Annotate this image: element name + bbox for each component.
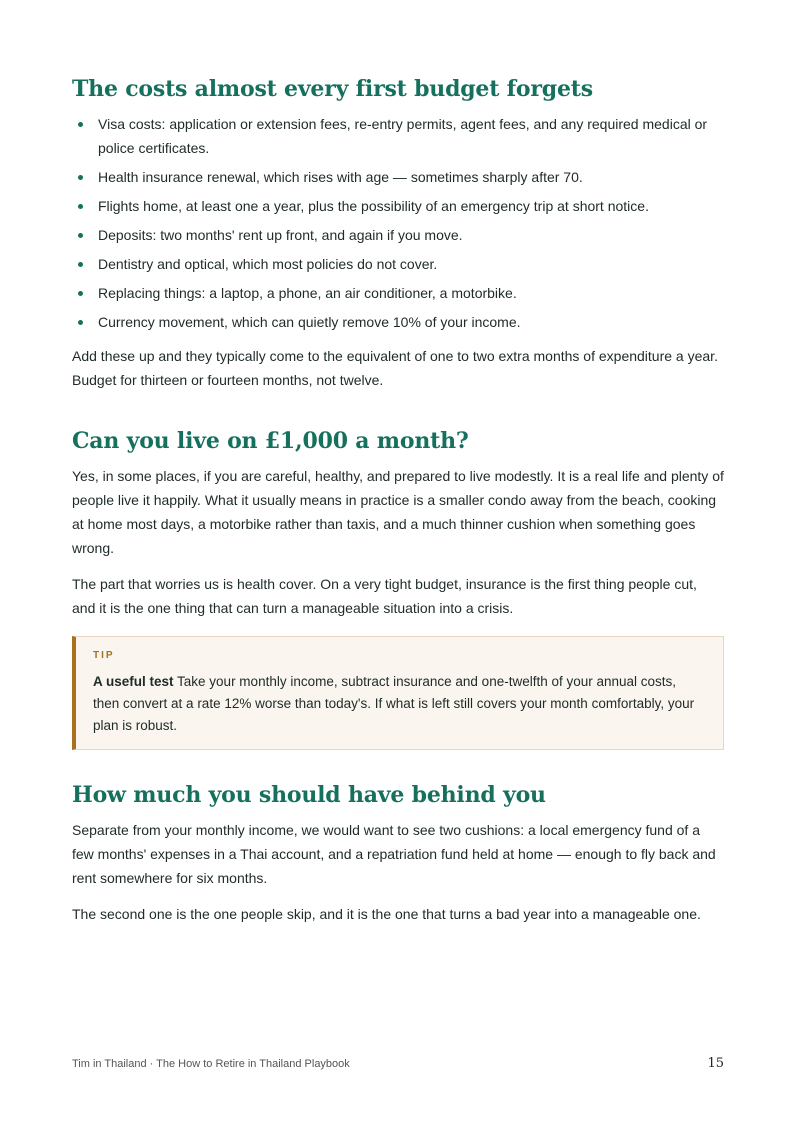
body-paragraph: The part that worries us is health cover. On a very tight budget, insurance is the first thing people cut, and it is the one thing that can turn a manageable situation into a crisis. [72,576,697,616]
bullet-icon [78,122,83,127]
section-savings-cushions [72,780,724,926]
list-item: Currency movement, which can quietly remove 10% of your income. [72,310,724,334]
list-item: Visa costs: application or extension fees, re-entry permits, agent fees, and any required medical or police certificates. [72,112,724,160]
footer-title: Tim in Thailand · The How to Retire in Thailand Playbook [72,1057,350,1070]
page-footer [72,1056,724,1071]
body-paragraph: Separate from your monthly income, we would want to see two cushions: a local emergency fund of a few months' expenses in a Thai account, and a repatriation fund held at home — enough to fly back and rent somewhere for six months. [72,822,716,886]
list-item: Deposits: two months' rent up front, and again if you move. [72,223,724,247]
page-number: 15 [707,1056,724,1071]
body-paragraph: Yes, in some places, if you are careful, healthy, and prepared to live modestly. It is a real life and plenty of people live it happily. What it usually means in practice is a smaller condo away from the beach, cooking at home most days, a motorbike rather than taxis, and a much thinner cushion when something goes wrong. [72,468,724,556]
tip-text: Take your monthly income, subtract insurance and one-twelfth of your annual costs, then convert at a rate 12% worse than today's. If what is left still covers your month comfortably, your plan is robust. [93,674,695,733]
tip-body [93,671,705,737]
bullet-icon [78,204,83,209]
list-item: Dentistry and optical, which most policies do not cover. [72,252,724,276]
body-paragraph: The second one is the one people skip, and it is the one that turns a bad year into a manageable one. [72,906,701,922]
section-live-on-1000 [72,426,724,750]
bullet-icon [78,175,83,180]
list-item: Replacing things: a laptop, a phone, an air conditioner, a motorbike. [72,281,724,305]
list-item: Health insurance renewal, which rises with age — sometimes sharply after 70. [72,165,724,189]
bullet-icon [78,233,83,238]
section-heading: The costs almost every first budget forgets [72,76,593,102]
tip-label: TIP [93,650,115,661]
page-content [72,74,724,938]
bullet-icon [78,262,83,267]
tip-callout [72,636,724,750]
tip-title: A useful test [93,674,174,689]
list-item: Flights home, at least one a year, plus the possibility of an emergency trip at short notice. [72,194,724,218]
bullet-icon [78,291,83,296]
section-heading: How much you should have behind you [72,782,546,808]
bullet-icon [78,320,83,325]
body-paragraph: Add these up and they typically come to the equivalent of one to two extra months of expenditure a year. Budget for thirteen or fourteen months, not twelve. [72,348,718,388]
section-heading: Can you live on £1,000 a month? [72,428,469,454]
cost-list [72,112,724,334]
section-forgotten-costs [72,74,724,392]
